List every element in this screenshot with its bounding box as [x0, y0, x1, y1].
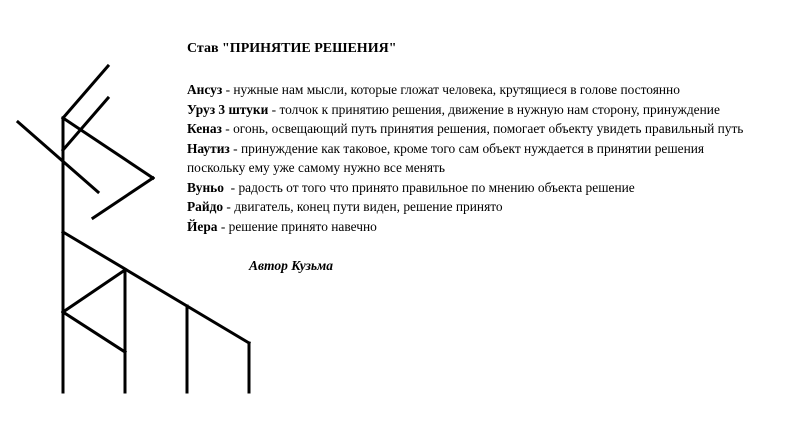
rune-meaning: - решение принято навечно	[217, 218, 377, 234]
rune-meaning: - огонь, освещающий путь принятия решения, помогает объекту увидеть правильный путь	[221, 121, 744, 136]
rune-name: Уруз 3 штуки	[187, 101, 269, 117]
rune-meaning: - толчок к принятию решения, движение в нужную нам сторону, принуждение	[268, 101, 720, 117]
ansuz-top-diagonal	[63, 66, 108, 118]
rune-row-naudiz	[187, 139, 743, 159]
rune-row-jera	[187, 217, 743, 237]
rune-name: Кеназ	[187, 121, 222, 136]
rune-row-kenaz	[187, 119, 743, 139]
rune-meaning: - двигатель, конец пути виден, решение принято	[223, 199, 503, 214]
raido-upper-stroke	[63, 270, 125, 312]
rune-row-uruz	[187, 100, 743, 120]
rune-row-raido	[187, 197, 743, 217]
rune-meaning: поскольку ему уже самому нужно все менять	[187, 160, 445, 175]
rune-description-list	[187, 80, 743, 236]
rune-name: Ансуз	[187, 82, 223, 97]
stave-title: Став "ПРИНЯТИЕ РЕШЕНИЯ"	[187, 41, 397, 56]
author-signature: Автор Кузьма	[249, 258, 334, 273]
rune-row-wunjo	[187, 178, 743, 198]
rune-meaning: - радость от того что принято правильное по мнению объекта решение	[223, 179, 635, 195]
rune-meaning: - принуждение как таковое, кроме того сам объект нуждается в принятии решения	[229, 140, 705, 156]
rune-name: Наутиз	[187, 140, 230, 156]
rune-row-ansuz	[187, 80, 743, 100]
uruz-roof-line	[63, 232, 249, 343]
rune-name: Йера	[187, 218, 218, 234]
rune-row-naudiz-continued	[187, 158, 743, 178]
rune-name: Вуньо	[187, 179, 224, 195]
kenaz-upper-stroke	[63, 118, 153, 178]
kenaz-lower-stroke	[93, 178, 153, 218]
raido-lower-stroke	[63, 312, 125, 352]
rune-name: Райдо	[187, 199, 224, 214]
rune-meaning: - нужные нам мысли, которые гложат человека, крутящиеся в голове постоянно	[222, 82, 680, 97]
